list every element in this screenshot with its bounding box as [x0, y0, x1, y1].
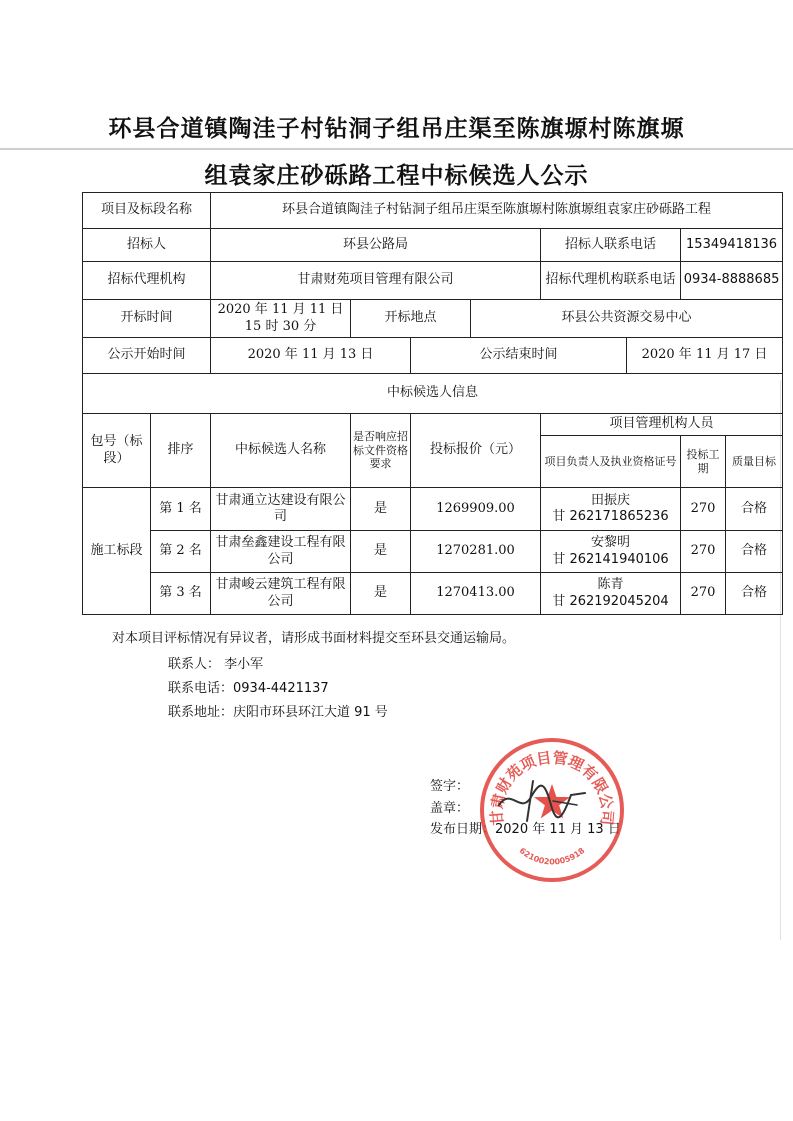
package-header: 包号（标段）	[83, 414, 151, 488]
announcement-table	[82, 192, 783, 615]
seal-number: 6210020005918	[517, 845, 587, 867]
candidate-name: 甘肃通立达建设有限公司	[211, 488, 351, 531]
package-name: 施工标段	[83, 488, 151, 615]
rank-header: 排序	[151, 414, 211, 488]
manager-name: 安黎明	[591, 535, 631, 551]
candidates-title-row	[83, 374, 783, 414]
page-title-line-1: 环县合道镇陶洼子村钻洞子组吊庄渠至陈旗塬村陈旗塬	[108, 116, 685, 142]
tenderer-row	[83, 229, 783, 262]
manager-name: 陈青	[597, 577, 624, 593]
candidate-manager	[541, 488, 681, 531]
seal-label: 盖章：	[430, 801, 470, 816]
publicity-end-value: 2020 年 11 月 17 日	[627, 338, 783, 374]
project-row	[83, 193, 783, 229]
quality-header: 质量目标	[726, 436, 783, 488]
publicity-start-label: 公示开始时间	[83, 338, 211, 374]
agency-value: 甘肃财苑项目管理有限公司	[211, 262, 541, 300]
publicity-start-value: 2020 年 11 月 13 日	[211, 338, 411, 374]
manager-cert: 甘 262171865236	[552, 509, 669, 524]
candidate-manager	[541, 531, 681, 573]
header-divider	[0, 148, 793, 150]
responsive-header: 是否响应招标文件资格要求	[351, 414, 411, 488]
objection-note: 对本项目评标情况有异议者，请形成书面材料提交至环县交通运输局。	[112, 631, 516, 646]
candidate-period: 270	[681, 488, 726, 531]
page-title-line-2: 组袁家庄砂砾路工程中标候选人公示	[204, 163, 589, 189]
agency-row	[83, 262, 783, 300]
contact-person: 联系人： 李小军	[168, 657, 264, 672]
candidate-quality: 合格	[726, 573, 783, 615]
candidate-responsive: 是	[351, 573, 411, 615]
manager-name: 田振庆	[591, 492, 631, 508]
tenderer-value: 环县公路局	[211, 229, 541, 262]
candidate-name: 甘肃峻云建筑工程有限公司	[211, 573, 351, 615]
staff-group-header: 项目管理机构人员	[541, 414, 783, 436]
open-time-value	[211, 300, 351, 338]
open-place-value: 环县公共资源交易中心	[471, 300, 783, 338]
manager-cert: 甘 262192045204	[552, 593, 669, 609]
candidate-responsive: 是	[351, 488, 411, 531]
candidate-row	[83, 488, 783, 531]
signature-label: 签字：	[430, 779, 470, 794]
tenderer-label: 招标人	[83, 229, 211, 262]
project-label: 项目及标段名称	[83, 193, 211, 229]
candidate-manager	[541, 573, 681, 615]
contact-phone: 联系电话：0934-4421137	[168, 681, 329, 696]
project-value: 环县合道镇陶洼子村钻洞子组吊庄渠至陈旗塬村陈旗塬组袁家庄砂砾路工程	[211, 193, 783, 229]
candidates-section-title: 中标候选人信息	[83, 374, 783, 414]
candidate-price: 1270413.00	[411, 573, 541, 615]
candidate-row	[83, 531, 783, 573]
candidate-period: 270	[681, 573, 726, 615]
candidate-rank: 第 1 名	[151, 488, 211, 531]
period-header: 投标工期	[681, 436, 726, 488]
agency-phone-label: 招标代理机构联系电话	[541, 262, 681, 300]
open-time-date: 2020 年 11 月 11 日	[217, 302, 344, 318]
handwritten-signature	[493, 775, 593, 825]
candidate-quality: 合格	[726, 488, 783, 531]
candidate-responsive: 是	[351, 531, 411, 573]
candidates-header-row-1	[83, 414, 783, 436]
tenderer-phone-label: 招标人联系电话	[541, 229, 681, 262]
manager-header: 项目负责人及执业资格证号	[541, 436, 681, 488]
manager-cert: 甘 262141940106	[552, 551, 669, 567]
candidate-rank: 第 2 名	[151, 531, 211, 573]
candidate-quality: 合格	[726, 531, 783, 573]
publicity-row	[83, 338, 783, 374]
candidate-price: 1269909.00	[411, 488, 541, 531]
contact-address: 联系地址：庆阳市环县环江大道 91 号	[168, 705, 388, 720]
publish-date: 发布日期：2020 年 11 月 13 日	[430, 822, 621, 837]
candidate-period: 270	[681, 531, 726, 573]
agency-phone-value: 0934-8888685	[681, 262, 783, 300]
tenderer-phone-value: 15349418136	[681, 229, 783, 262]
publicity-end-label: 公示结束时间	[411, 338, 627, 374]
open-place-label: 开标地点	[351, 300, 471, 338]
agency-label: 招标代理机构	[83, 262, 211, 300]
candidate-rank: 第 3 名	[151, 573, 211, 615]
price-header: 投标报价（元）	[411, 414, 541, 488]
candidate-name: 甘肃垒鑫建设工程有限公司	[211, 531, 351, 573]
candidate-price: 1270281.00	[411, 531, 541, 573]
candidate-row	[83, 573, 783, 615]
seal-ring-text: 甘肃财苑项目管理有限公司	[487, 748, 617, 826]
open-row	[83, 300, 783, 338]
open-time-label: 开标时间	[83, 300, 211, 338]
candidate-name-header: 中标候选人名称	[211, 414, 351, 488]
open-time-clock: 15 时 30 分	[244, 318, 317, 334]
